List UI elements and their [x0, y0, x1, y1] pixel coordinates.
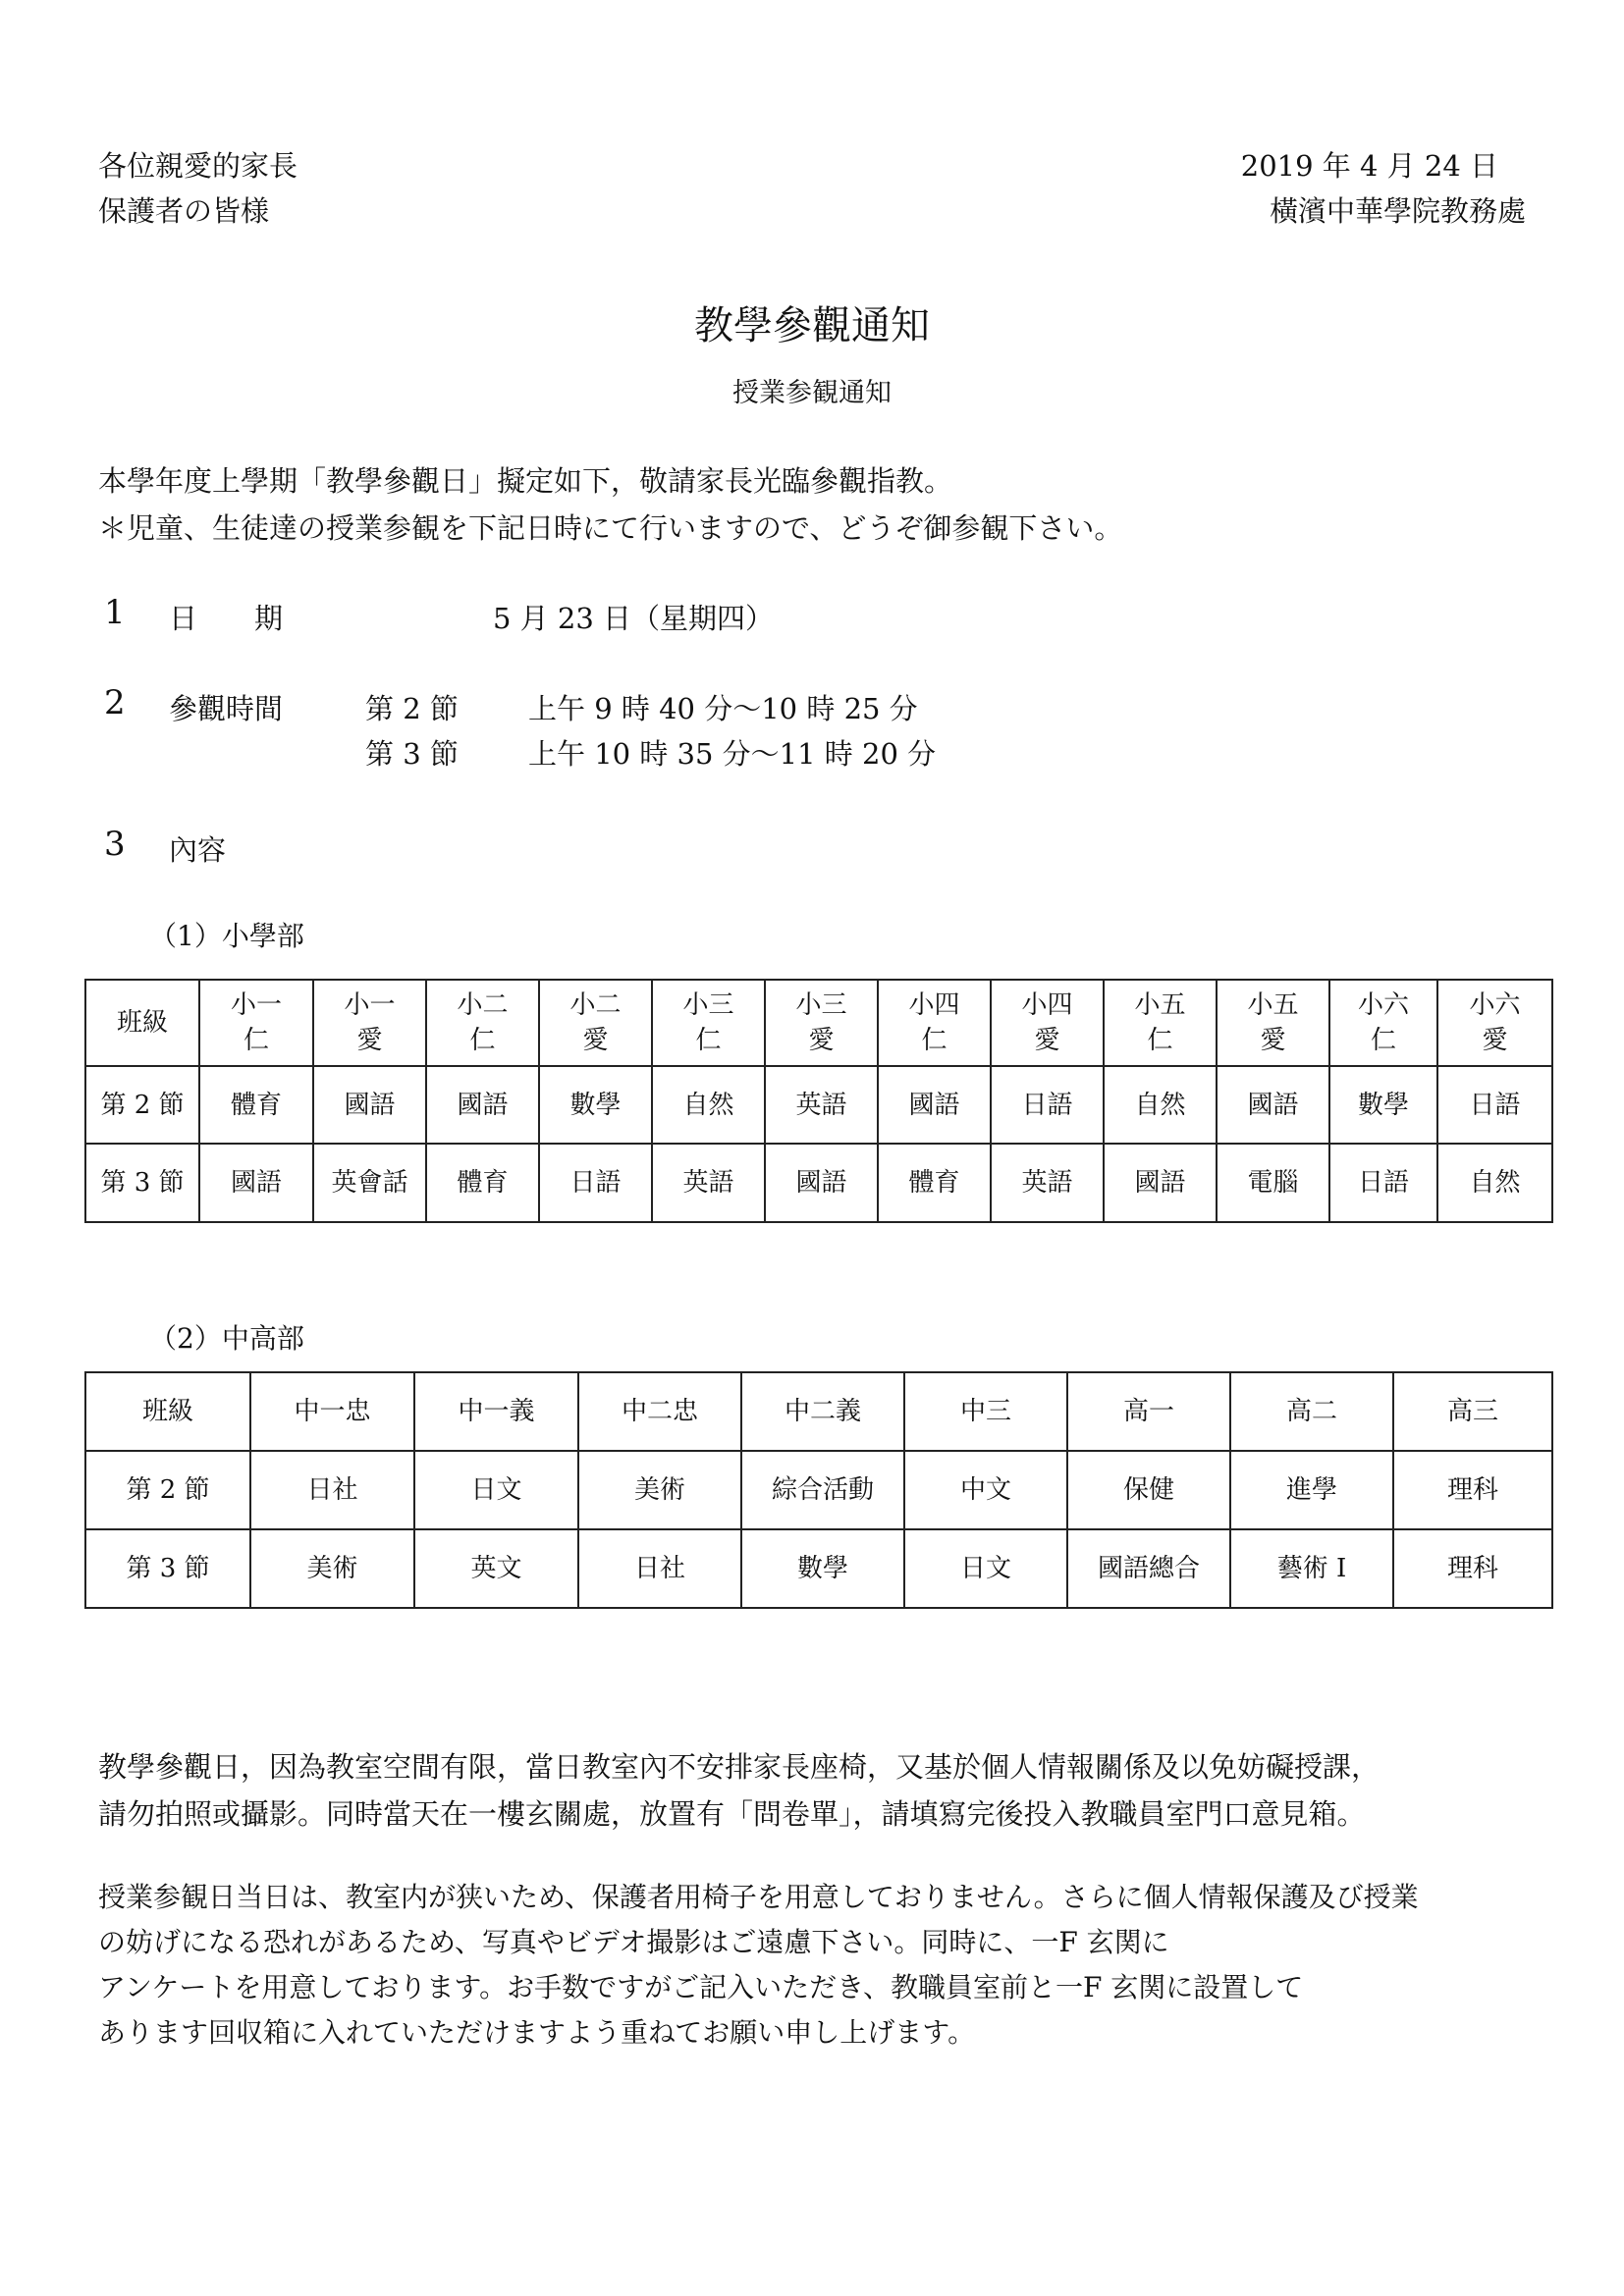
subject-cell: 中文 — [904, 1451, 1067, 1529]
subject-cell: 英語 — [765, 1066, 878, 1144]
secondary-period-3-row — [85, 1529, 1552, 1608]
class-cell — [1329, 980, 1437, 1066]
subject-cell: 自然 — [1104, 1066, 1217, 1144]
notes-jp-line: アンケートを用意しております。お手数ですがご記入いただき、教職員室前と一F 玄関に設置して — [98, 1971, 1304, 2003]
class-cell — [426, 980, 539, 1066]
class-cell — [1217, 980, 1329, 1066]
recipient-block — [98, 143, 298, 234]
elementary-schedule-table — [84, 979, 1553, 1223]
item-1-label: 日 期 — [169, 602, 284, 635]
subject-cell: 國語 — [765, 1144, 878, 1222]
item-3-label: 內容 — [169, 833, 227, 867]
subject-cell: 自然 — [1437, 1144, 1552, 1222]
class-cell: 中一忠 — [250, 1372, 414, 1451]
subject-cell: 英語 — [991, 1144, 1104, 1222]
subject-cell: 日社 — [578, 1529, 741, 1608]
recipient-zh: 各位親愛的家長 — [98, 149, 298, 183]
class-header-cell: 班級 — [85, 1372, 250, 1451]
section-label: 愛 — [582, 1026, 609, 1055]
notes-jp — [98, 1875, 1419, 2056]
subject-cell: 日語 — [991, 1066, 1104, 1144]
subject-cell: 保健 — [1067, 1451, 1230, 1529]
class-cell — [1104, 980, 1217, 1066]
subject-cell: 國語總合 — [1067, 1529, 1230, 1608]
subject-cell: 國語 — [313, 1066, 426, 1144]
subject-cell: 理科 — [1393, 1451, 1552, 1529]
section-label: 仁 — [469, 1026, 496, 1055]
subject-cell: 自然 — [652, 1066, 765, 1144]
intro-block — [98, 457, 1122, 552]
section-label: 仁 — [1370, 1026, 1396, 1055]
elementary-heading: （1）小學部 — [149, 920, 304, 952]
subject-cell: 國語 — [878, 1066, 991, 1144]
class-cell: 中一義 — [414, 1372, 578, 1451]
intro-zh: 本學年度上學期「教學參觀日」擬定如下，敬請家長光臨參觀指教。 — [98, 464, 953, 498]
secondary-schedule-table — [84, 1371, 1553, 1609]
item-3-number: 3 — [104, 825, 126, 864]
notes-jp-line: の妨げになる恐れがあるため、写真やビデオ撮影はご遠慮下さい。同時に、一F 玄関に — [98, 1926, 1169, 1958]
class-cell — [199, 980, 313, 1066]
sender-block — [1241, 143, 1526, 234]
subject-cell: 數學 — [539, 1066, 652, 1144]
elementary-period-3-row — [85, 1144, 1552, 1222]
subject-cell: 數學 — [741, 1529, 904, 1608]
class-cell — [539, 980, 652, 1066]
subject-cell: 英語 — [652, 1144, 765, 1222]
class-cell — [991, 980, 1104, 1066]
grade-label: 小三 — [682, 990, 734, 1020]
grade-label: 小六 — [1469, 990, 1521, 1020]
class-cell: 中三 — [904, 1372, 1067, 1451]
period-2-name: 第 2 節 — [365, 692, 459, 725]
item-1-number: 1 — [104, 593, 126, 632]
subject-cell: 日文 — [904, 1529, 1067, 1608]
subject-cell: 日文 — [414, 1451, 578, 1529]
subject-cell: 日語 — [1437, 1066, 1552, 1144]
subject-cell: 綜合活動 — [741, 1451, 904, 1529]
subject-cell: 電腦 — [1217, 1144, 1329, 1222]
secondary-header-row — [85, 1372, 1552, 1451]
subject-cell: 日語 — [539, 1144, 652, 1222]
intro-jp: ＊児童、生徒達の授業参観を下記日時にて行いますので、どうぞ御参観下さい。 — [98, 511, 1123, 545]
period-2-time: 上午 9 時 40 分～10 時 25 分 — [528, 692, 918, 725]
subject-cell: 數學 — [1329, 1066, 1437, 1144]
grade-label: 小三 — [795, 990, 847, 1020]
subject-cell: 國語 — [1104, 1144, 1217, 1222]
class-cell: 高二 — [1230, 1372, 1393, 1451]
period-3-time: 上午 10 時 35 分～11 時 20 分 — [528, 737, 937, 771]
elementary-period-2-row — [85, 1066, 1552, 1144]
section-label: 愛 — [1482, 1026, 1508, 1055]
subject-cell: 國語 — [199, 1144, 313, 1222]
class-header-cell: 班級 — [85, 980, 199, 1066]
class-cell: 高一 — [1067, 1372, 1230, 1451]
sender-office: 橫濱中華學院教務處 — [1269, 194, 1526, 228]
subject-cell: 藝術 I — [1230, 1529, 1393, 1608]
notes-zh — [98, 1743, 1380, 1838]
period-label-cell: 第 3 節 — [85, 1144, 199, 1222]
grade-label: 小一 — [344, 990, 396, 1020]
subject-cell: 美術 — [250, 1529, 414, 1608]
secondary-period-2-row — [85, 1451, 1552, 1529]
section-label: 仁 — [921, 1026, 947, 1055]
notes-jp-line: あります回収箱に入れていただけますよう重ねてお願い申し上げます。 — [98, 2016, 976, 2049]
subject-cell: 英會話 — [313, 1144, 426, 1222]
period-label-cell: 第 2 節 — [85, 1451, 250, 1529]
subject-cell: 日語 — [1329, 1144, 1437, 1222]
grade-label: 小一 — [230, 990, 282, 1020]
class-cell — [652, 980, 765, 1066]
page-title: 教學參觀通知 — [694, 303, 930, 348]
subject-cell: 日社 — [250, 1451, 414, 1529]
subject-cell: 體育 — [426, 1144, 539, 1222]
item-2-label: 參觀時間 — [169, 692, 284, 725]
class-cell — [313, 980, 426, 1066]
document-date: 2019 年 4 月 24 日 — [1240, 149, 1498, 183]
section-label: 仁 — [1147, 1026, 1173, 1055]
grade-label: 小六 — [1357, 990, 1409, 1020]
grade-label: 小五 — [1247, 990, 1299, 1020]
subject-cell: 體育 — [199, 1066, 313, 1144]
period-label-cell: 第 2 節 — [85, 1066, 199, 1144]
class-cell: 中二忠 — [578, 1372, 741, 1451]
class-cell: 中二義 — [741, 1372, 904, 1451]
section-label: 仁 — [243, 1026, 269, 1055]
item-2-number: 2 — [104, 683, 126, 722]
notes-zh-line: 教學參觀日，因為教室空間有限，當日教室內不安排家長座椅，又基於個人情報關係及以免妨礙授課， — [98, 1750, 1380, 1784]
grade-label: 小二 — [569, 990, 622, 1020]
class-cell: 高三 — [1393, 1372, 1552, 1451]
subject-cell: 美術 — [578, 1451, 741, 1529]
notes-jp-line: 授業参観日当日は、教室内が狭いため、保護者用椅子を用意しておりません。さらに個人情報保護及び授業 — [98, 1881, 1419, 1913]
elementary-header-row — [85, 980, 1552, 1066]
notes-zh-line: 請勿拍照或攝影。同時當天在一樓玄關處，放置有「問卷單」，請填寫完後投入教職員室門口意見箱。 — [98, 1797, 1366, 1831]
item-1-value: 5 月 23 日（星期四） — [493, 602, 775, 635]
grade-label: 小二 — [457, 990, 509, 1020]
page-subtitle: 授業参観通知 — [732, 378, 892, 408]
section-label: 愛 — [356, 1026, 383, 1055]
period-3-name: 第 3 節 — [365, 737, 459, 771]
secondary-heading: （2）中高部 — [149, 1322, 304, 1355]
subject-cell: 國語 — [426, 1066, 539, 1144]
section-label: 愛 — [808, 1026, 835, 1055]
subject-cell: 體育 — [878, 1144, 991, 1222]
subject-cell: 理科 — [1393, 1529, 1552, 1608]
period-label-cell: 第 3 節 — [85, 1529, 250, 1608]
grade-label: 小四 — [908, 990, 960, 1020]
subject-cell: 英文 — [414, 1529, 578, 1608]
section-label: 愛 — [1034, 1026, 1060, 1055]
class-cell — [765, 980, 878, 1066]
class-cell — [1437, 980, 1552, 1066]
section-label: 愛 — [1260, 1026, 1286, 1055]
subject-cell: 國語 — [1217, 1066, 1329, 1144]
recipient-jp: 保護者の皆様 — [98, 194, 270, 228]
grade-label: 小四 — [1021, 990, 1073, 1020]
class-cell — [878, 980, 991, 1066]
grade-label: 小五 — [1134, 990, 1186, 1020]
subject-cell: 進學 — [1230, 1451, 1393, 1529]
section-label: 仁 — [695, 1026, 722, 1055]
